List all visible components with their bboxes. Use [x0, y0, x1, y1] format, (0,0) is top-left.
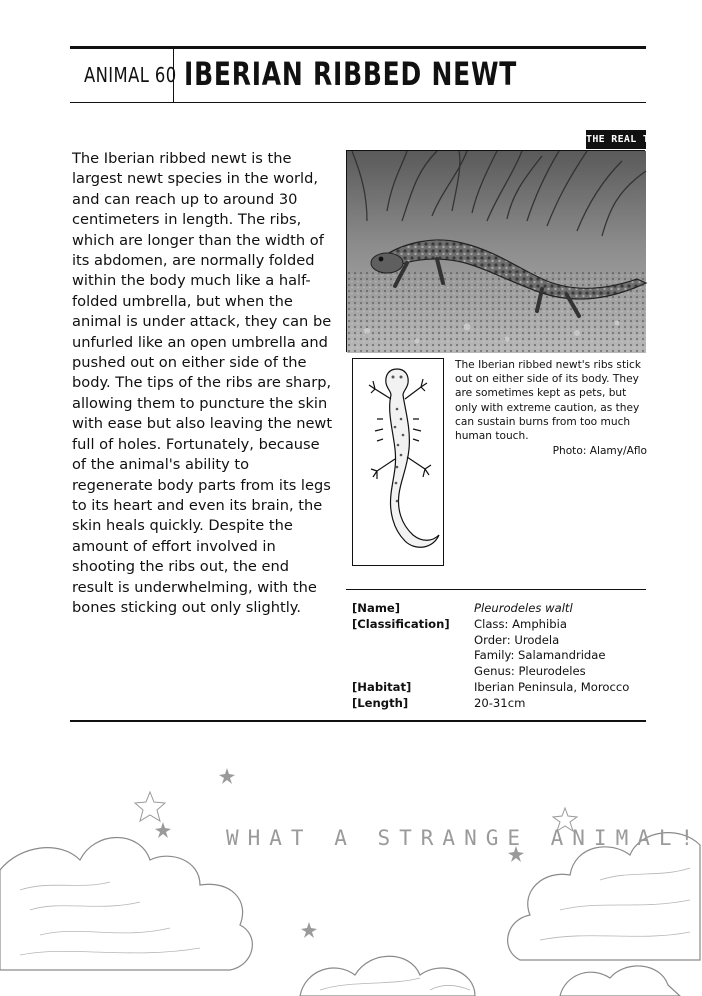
habitat-value: Iberian Peninsula, Morocco — [474, 679, 630, 694]
page-title: IBERIAN RIBBED NEWT — [184, 55, 518, 93]
top-rule — [70, 46, 646, 49]
header-rule — [70, 102, 646, 103]
photo-credit: Photo: Alamy/Aflo — [552, 445, 647, 458]
description-paragraph: The Iberian ribbed newt is the largest newt species in the world, and can reach up to around 30 centimeters in length. The ribs, which are longer than the width of its abdomen, are normally folded within the body much like a half-folded umbrella, but when the animal is under attack, they can be unfurled like an open umbrella and pushed out on either side of the body. The tips of the ribs are sharp, allowing them to puncture the skin with ease but also leaving the newt full of holes. Fortunately, because of the animal's ability to regenerate body parts from its legs to its heart and even its brain, the skin heals quickly. Despite the amount of effort involved in shooting the ribs out, the end result is underwhelming, with the bones sticking out only slightly. — [72, 150, 333, 616]
photo-caption — [455, 358, 647, 458]
classification-label: [Classification] — [352, 616, 450, 631]
name-row — [352, 601, 652, 617]
newt-illustration — [352, 358, 444, 566]
length-value: 20-31cm — [474, 695, 526, 710]
order-value: Order: Urodela — [474, 632, 560, 647]
newt-drawing-icon — [353, 359, 443, 565]
strange-animal-tagline: WHAT A STRANGE ANIMAL! — [226, 826, 702, 850]
cloud-illustration — [0, 750, 700, 996]
name-label: [Name] — [352, 601, 401, 615]
family-value: Family: Salamandridae — [474, 648, 606, 663]
description-text — [72, 149, 334, 618]
bottom-rule — [70, 720, 646, 722]
length-row — [352, 696, 652, 712]
class-value: Class: Amphibia — [474, 616, 567, 631]
genus-value: Genus: Pleurodeles — [474, 664, 586, 679]
habitat-label: [Habitat] — [352, 679, 412, 694]
info-table — [352, 601, 652, 712]
habitat-row — [352, 680, 652, 696]
real-thing-badge: THE REAL THING — [586, 130, 646, 149]
info-rule — [346, 589, 646, 590]
caption-text: The Iberian ribbed newt's ribs stick out on either side of its body. They are sometimes kept as pets, but only with extreme caution, as they can sustain burns from too much human touch. — [455, 359, 642, 443]
name-value: Pleurodeles waltl — [474, 601, 573, 615]
newt-photo-image — [347, 151, 646, 353]
newt-photo — [346, 150, 645, 352]
length-label: [Length] — [352, 695, 409, 710]
classification-row — [352, 617, 652, 680]
classification-values — [474, 617, 652, 680]
animal-number: ANIMAL 60 — [84, 63, 177, 87]
